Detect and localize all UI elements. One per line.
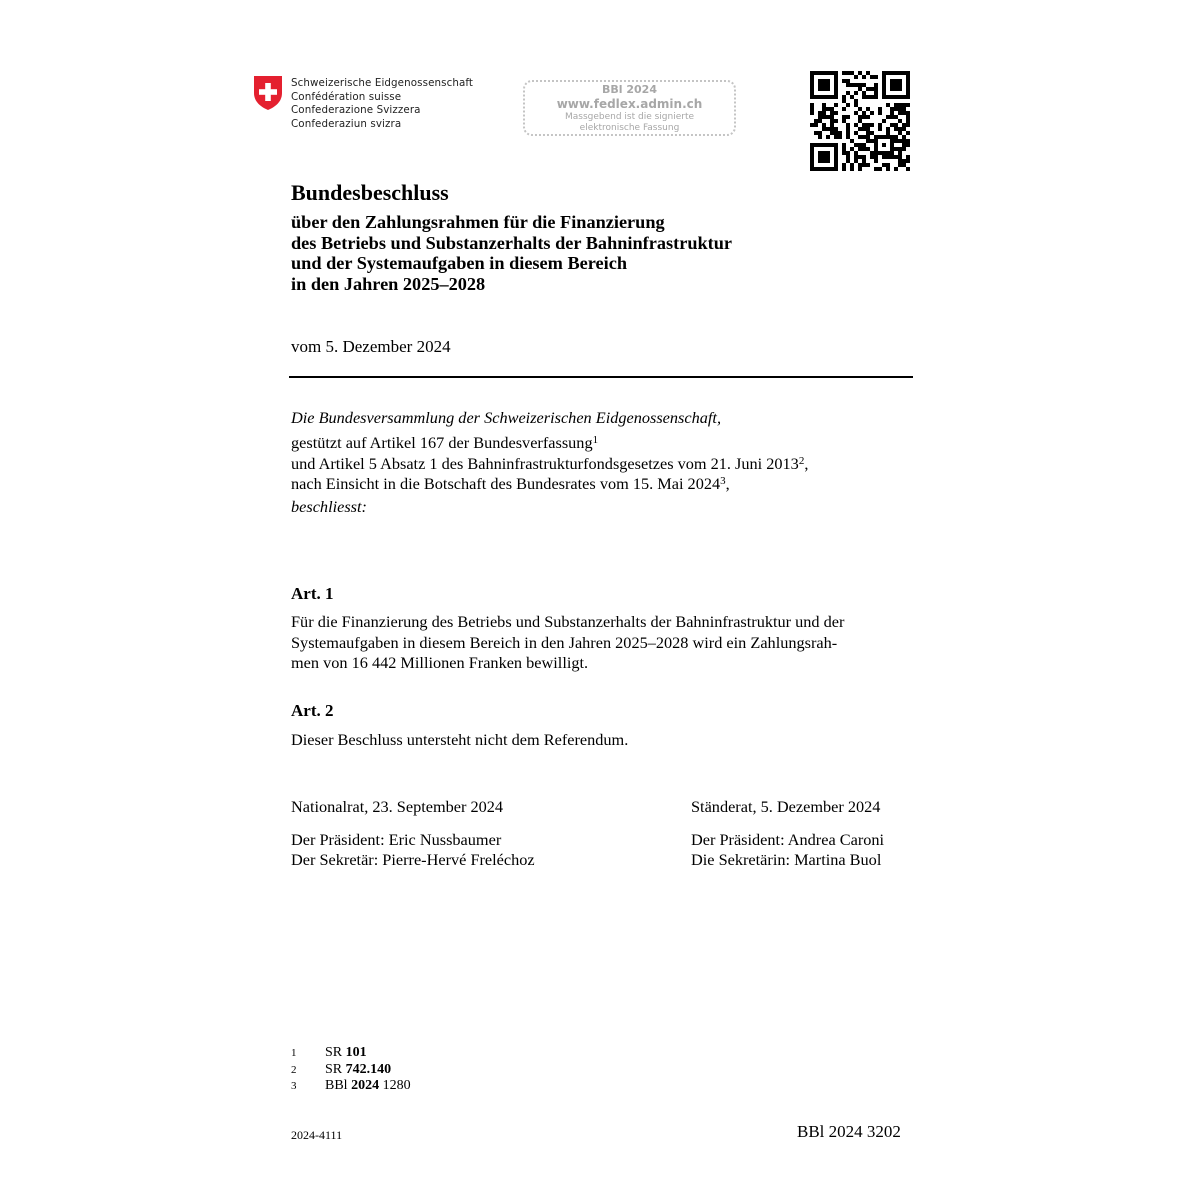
footnote-text	[325, 1078, 411, 1095]
preamble-text: nach Einsicht in die Botschaft des Bundesrates vom 15. Mai 2024	[291, 474, 721, 493]
footnote-ref-number: 101	[345, 1045, 367, 1060]
preamble	[291, 407, 931, 518]
preamble-text: und Artikel 5 Absatz 1 des Bahninfrastrukturfondsgesetzes vom 21. Juni 2013	[291, 453, 799, 473]
qr-code-icon	[810, 71, 910, 171]
footnote-prefix: BBl	[325, 1078, 352, 1093]
footnote-ref[interactable]: 2	[798, 454, 805, 467]
preamble-line	[291, 474, 931, 495]
footnote-item	[291, 1062, 411, 1079]
footnote-text	[325, 1045, 367, 1062]
preamble-intro: Die Bundesversammlung der Schweizerischen Eidgenossenschaft,	[291, 408, 722, 427]
article-2-heading: Art. 2	[291, 701, 334, 720]
federation-name-fr: Confédération suisse	[291, 90, 402, 103]
federation-name-it: Confederazione Svizzera	[291, 104, 421, 116]
footnote-ref-number: 742.140	[345, 1061, 392, 1077]
footnote-suffix: 1280	[379, 1078, 411, 1093]
article-line: Für die Finanzierung des Betriebs und Substanzerhalts der Bahninfrastruktur und der	[291, 612, 845, 631]
stamp-publication: BBl 2024	[602, 83, 657, 96]
federation-name-de: Schweizerische Eidgenossenschaft	[291, 77, 474, 89]
title-divider	[289, 376, 913, 378]
secretary-line: Die Sekretärin: Martina Buol	[691, 850, 882, 869]
footnotes	[291, 1045, 411, 1095]
secretary-line: Der Sekretär: Pierre-Hervé Freléchoz	[291, 850, 535, 869]
footnote-item	[291, 1078, 411, 1095]
footnote-prefix: SR	[325, 1061, 346, 1077]
footnote-number: 1	[291, 1047, 297, 1059]
article-1-body	[291, 612, 916, 674]
president-line: Der Präsident: Andrea Caroni	[691, 829, 885, 849]
subtitle-line: des Betriebs und Substanzerhalts der Bahninfrastruktur	[291, 232, 733, 253]
article-line: Dieser Beschluss untersteht nicht dem Referendum.	[291, 730, 629, 749]
stamp-url[interactable]: www.fedlex.admin.ch	[556, 97, 703, 111]
document-id: 2024-4111	[291, 1128, 343, 1142]
footnote-ref-number: 2024	[351, 1078, 380, 1093]
document-title: Bundesbeschluss	[291, 180, 449, 205]
subtitle-line: in den Jahren 2025–2028	[291, 273, 486, 294]
federation-names	[291, 77, 473, 131]
chamber-date: Ständerat, 5. Dezember 2024	[691, 797, 881, 816]
signature-council-of-states	[691, 797, 884, 871]
footnote-text	[325, 1062, 391, 1079]
subtitle-line: und der Systemaufgaben in diesem Bereich	[291, 253, 628, 274]
article-1-heading: Art. 1	[291, 584, 334, 603]
swiss-coat-of-arms-icon	[253, 75, 283, 111]
chamber-date: Nationalrat, 23. September 2024	[291, 797, 504, 816]
footnote-ref[interactable]: 1	[592, 434, 599, 446]
preamble-resolves: beschliesst:	[291, 496, 367, 516]
stamp-note-line2: elektronische Fassung	[579, 123, 680, 133]
document-date: vom 5. Dezember 2024	[291, 337, 451, 356]
footnote-number: 3	[291, 1080, 297, 1092]
stamp-note-line1: Massgebend ist die signierte	[564, 112, 695, 122]
article-line: Systemaufgaben in diesem Bereich in den Jahren 2025–2028 wird ein Zahlungsrah-	[291, 632, 838, 652]
preamble-text: gestützt auf Artikel 167 der Bundesverfassung	[291, 433, 593, 452]
federation-name-rm: Confederaziun svizra	[291, 117, 402, 130]
preamble-punct: ,	[804, 453, 809, 473]
article-2-body	[291, 730, 628, 751]
article-line: men von 16 442 Millionen Franken bewilligt.	[291, 653, 589, 672]
footnote-ref[interactable]: 3	[720, 475, 726, 487]
footnote-item	[291, 1045, 411, 1062]
page-reference: BBl 2024 3202	[797, 1122, 901, 1141]
signature-national-council	[291, 797, 535, 871]
president-line: Der Präsident: Eric Nussbaumer	[291, 829, 502, 849]
footnote-prefix: SR	[325, 1045, 346, 1060]
preamble-punct: ,	[725, 474, 730, 493]
signed-version-stamp	[523, 80, 736, 136]
document-subtitle	[291, 212, 732, 294]
footnote-number: 2	[291, 1063, 297, 1076]
preamble-line	[291, 433, 931, 454]
subtitle-line: über den Zahlungsrahmen für die Finanzierung	[291, 212, 665, 232]
preamble-line	[291, 454, 931, 475]
